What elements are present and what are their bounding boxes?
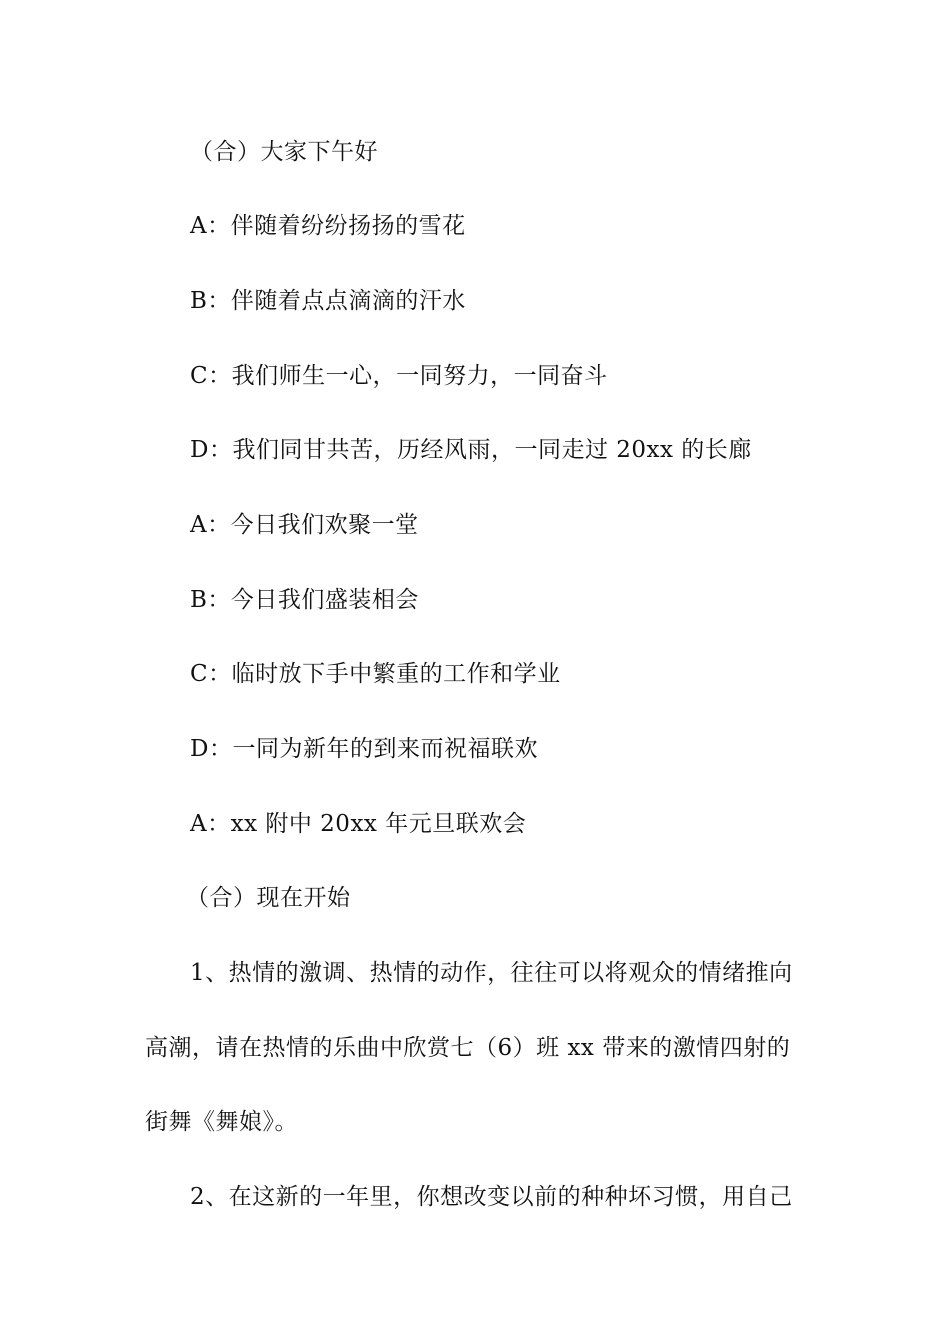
dialogue-line: （合）现在开始	[186, 885, 351, 911]
dialogue-line: A：xx 附中 20xx 年元旦联欢会	[190, 811, 527, 837]
paragraph-line: 2、在这新的一年里，你想改变以前的种种坏习惯，用自己	[190, 1184, 793, 1210]
dialogue-line: （合）大家下午好	[190, 139, 378, 165]
dialogue-line: C：临时放下手中繁重的工作和学业	[190, 661, 561, 687]
dialogue-line: D：我们同甘共苦，历经风雨，一同走过 20xx 的长廊	[190, 437, 752, 463]
paragraph-line: 1、热情的激调、热情的动作，往往可以将观众的情绪推向	[190, 960, 793, 986]
dialogue-line: A：今日我们欢聚一堂	[190, 512, 419, 538]
paragraph-line: 街舞《舞娘》。	[145, 1109, 298, 1135]
paragraph-line: 高潮，请在热情的乐曲中欣赏七（6）班 xx 带来的激情四射的	[145, 1035, 791, 1061]
dialogue-line: B：伴随着点点滴滴的汗水	[190, 288, 466, 314]
dialogue-line: C：我们师生一心，一同努力，一同奋斗	[190, 363, 608, 389]
dialogue-line: B：今日我们盛装相会	[190, 587, 419, 613]
dialogue-line: A：伴随着纷纷扬扬的雪花	[190, 213, 466, 239]
dialogue-line: D：一同为新年的到来而祝福联欢	[190, 736, 538, 762]
